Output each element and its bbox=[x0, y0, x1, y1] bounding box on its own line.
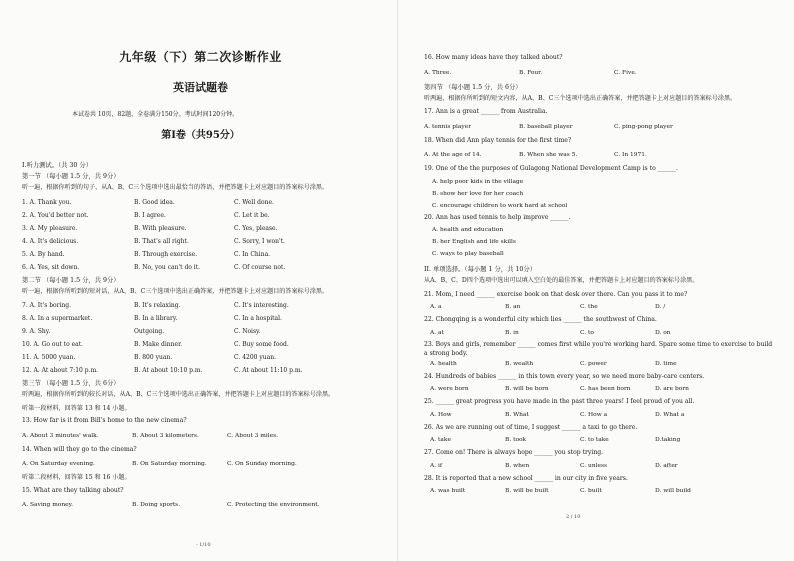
question-row bbox=[22, 222, 379, 235]
section-heading: 第二节 （每小题 1.5 分，共 9分） bbox=[22, 276, 120, 284]
option-b: B. Doing sports. bbox=[132, 502, 181, 508]
option-a: 11. A. 5000 yuan. bbox=[22, 354, 76, 361]
question-stem: 18. When did Ann play tennis for the first time? bbox=[424, 136, 572, 144]
option-c: C. the bbox=[580, 304, 598, 310]
section-heading: 第四节 （每小题 1.5 分，共 6分） bbox=[424, 83, 522, 91]
option-b: B. show her love for her coach bbox=[432, 190, 524, 197]
question-options bbox=[424, 409, 776, 422]
option-a: A. if bbox=[430, 462, 443, 469]
question-stem: 15. What are they talking about? bbox=[22, 486, 124, 494]
option-b: B. When she was 5. bbox=[519, 152, 578, 158]
exam-subtitle: 英语试题卷 bbox=[173, 81, 228, 94]
part-heading: I.听力测试。（共 30 分） bbox=[22, 162, 93, 169]
option-a: 1. A. Thank you. bbox=[22, 198, 72, 206]
page-number: 2 / 10 bbox=[566, 514, 581, 520]
question-stem: 24. Hundreds of babies ______ in this town every year, so we need more baby-care centers. bbox=[424, 372, 705, 380]
option-c: C. Of course not. bbox=[234, 263, 286, 271]
option-a: A. Saving money. bbox=[22, 502, 74, 508]
option-b: B. wealth bbox=[505, 360, 534, 367]
question-options bbox=[22, 428, 379, 444]
question-row bbox=[22, 299, 379, 312]
option-c: C. Buy some food. bbox=[234, 341, 289, 348]
question-stem: 28. It is reported that a new school ______ in our city in five years. bbox=[424, 474, 628, 482]
option-a: 2. A. You'd better not. bbox=[22, 211, 89, 219]
option-c: C. 4200 yuan. bbox=[234, 354, 276, 361]
question-row bbox=[22, 235, 379, 248]
volume-title: 第Ⅰ卷（共95分） bbox=[161, 130, 240, 141]
option-a: 12. A. At about 7:10 p.m. bbox=[22, 367, 99, 374]
option-c: C. encourage children to work hard at school bbox=[432, 202, 568, 209]
option-a: 3. A. My pleasure. bbox=[22, 224, 78, 232]
option-b: B. No, you can't do it. bbox=[134, 263, 201, 271]
option-c: C. to bbox=[580, 329, 594, 336]
option-b: B. when bbox=[505, 462, 530, 469]
option-b: Outgoing. bbox=[134, 328, 165, 335]
option-d: D. What a bbox=[655, 411, 685, 418]
option-c: C. About 3 miles. bbox=[227, 432, 279, 439]
question-stem: 26. As we are running out of time, I suggest ______ a taxi to go there. bbox=[424, 423, 638, 431]
option-c: C. On Sunday morning. bbox=[227, 461, 297, 467]
option-b: B. With pleasure. bbox=[134, 224, 187, 232]
question-row bbox=[22, 351, 379, 364]
section-instructions: 听一遍，根据你所听到的短对话，从A、B、C三个选项中选出正确答案，并把答题卡上对应题目的答案标号涂黑。 bbox=[22, 287, 329, 295]
question-options bbox=[424, 301, 776, 314]
question-stem: 23. Boys and girls, remember ______ comes first while you're working hard. Spare some time to exercise to build a strong body. bbox=[424, 340, 773, 357]
option-a: 4. A. It's delicious. bbox=[22, 237, 79, 245]
option-c: C. Noisy. bbox=[234, 328, 261, 335]
option-a: 7. A. It's boring. bbox=[22, 302, 72, 309]
option-a: A. At the age of 14. bbox=[424, 152, 482, 158]
option-a: A. help poor kids in the village bbox=[432, 178, 524, 185]
option-c: C. to take bbox=[580, 437, 609, 443]
question-row bbox=[22, 312, 379, 325]
option-b: B. About 3 kilometers. bbox=[132, 432, 199, 439]
question-stem: 14. When will they go to the cinema? bbox=[22, 445, 137, 453]
option-a: A. was built bbox=[430, 488, 466, 494]
option-b: B. In a library. bbox=[134, 315, 178, 322]
option-c: C. Let it be. bbox=[234, 211, 270, 219]
material-note: 听第一段材料，回答第 13 和 14 小题。 bbox=[22, 404, 131, 412]
option-b: B. took bbox=[505, 437, 527, 443]
section-instructions: 听一遍，根据你听到的句子，从A、B、C三个选项中选出最恰当的答语，并把答题卡上对应题目的答案标号涂黑。 bbox=[22, 184, 329, 191]
exam-title: 九年级（下）第二次诊断作业 bbox=[119, 50, 282, 64]
option-a: 8. A. In a supermarket. bbox=[22, 315, 93, 322]
option-b: B. 800 yuan. bbox=[134, 354, 173, 361]
material-note: 听第二段材料，回答第 15 和 16 小题。 bbox=[22, 474, 131, 481]
option-b: B. Make dinner. bbox=[134, 341, 183, 348]
question-row bbox=[22, 209, 379, 222]
question-row bbox=[22, 364, 379, 377]
option-b: B. At about 10:10 p.m. bbox=[134, 367, 203, 374]
option-c: C. In China. bbox=[234, 250, 271, 258]
exam-page-right bbox=[397, 0, 794, 561]
option-c: C. In 1971. bbox=[614, 152, 647, 158]
option-b: B. will be built bbox=[505, 488, 549, 494]
question-options bbox=[424, 383, 776, 396]
option-c: C. Well done. bbox=[234, 198, 274, 206]
part-heading: II. 单项选择。（每小题 1 分，共 10分） bbox=[424, 266, 537, 273]
question-options bbox=[424, 460, 776, 473]
section-instructions: 听两遍，根据你所听到的短文内容，从A、B、C三个选项中选出正确答案，并把答题卡上对应题目的答案标号涂黑。 bbox=[424, 94, 737, 102]
option-b: B. On Saturday morning. bbox=[132, 461, 207, 467]
option-a: A. How bbox=[430, 411, 452, 418]
option-b: B. It's relaxing. bbox=[134, 302, 181, 309]
page-number: - 1/10 bbox=[196, 542, 211, 548]
option-b: B. in bbox=[505, 329, 519, 336]
question-stem: 19. One of the the purposes of Gulagong National Development Camp is to ______. bbox=[424, 165, 678, 172]
option-b: B. That's all right. bbox=[134, 237, 189, 245]
option-a: A. a bbox=[430, 304, 442, 310]
option-c: C. Sorry, I won't. bbox=[234, 237, 285, 245]
option-a: A. were born bbox=[430, 386, 469, 392]
option-a: 6. A. Yes, sit down. bbox=[22, 263, 80, 271]
option-b: B. her English and life skills bbox=[432, 239, 516, 245]
exam-info: 本试卷共 10页，82题，全卷满分150分。考试时间120分钟。 bbox=[72, 111, 239, 118]
option-d: D. will build bbox=[655, 488, 691, 494]
question-options bbox=[424, 147, 776, 163]
option-d: D. time bbox=[655, 360, 677, 367]
question-row bbox=[22, 248, 379, 261]
question-options bbox=[424, 327, 776, 340]
option-b: B. will be born bbox=[505, 386, 549, 392]
question-stem: 20. Ann has used tennis to help improve ______. bbox=[424, 213, 571, 221]
question-options bbox=[424, 358, 776, 371]
option-b: B. Four. bbox=[519, 69, 543, 76]
option-c: C. has been born bbox=[580, 386, 631, 392]
question-options bbox=[424, 434, 776, 447]
question-stem: 22. Chongqing is a wonderful city which lies ______ the southwest of China. bbox=[424, 316, 657, 323]
option-d: D. are born bbox=[655, 386, 689, 392]
option-d: D. on bbox=[655, 329, 671, 336]
option-a: A. health and education bbox=[432, 227, 504, 233]
section-heading: 第三节 （每小题 1.5 分，共 6分） bbox=[22, 380, 120, 387]
option-a: A. take bbox=[430, 437, 451, 443]
section-instructions: 听两遍，根据你所听到的较长对话，从A、B、C三个选项中选出正确答案，并把答题卡上对应题目的答案标号涂黑。 bbox=[22, 391, 335, 398]
section-instructions: 从A、B、C、D四个选项中选出可以填入空白处的最佳答案，并把答题卡上对应题目的答案标号涂黑。 bbox=[424, 277, 699, 284]
question-stem: 25. ______ great progress you have made in the past three years! I feel proud of you all. bbox=[424, 398, 695, 405]
question-stem: 16. How many ideas have they talked about? bbox=[424, 54, 563, 61]
option-c: C. unless bbox=[580, 462, 608, 469]
option-a: A. On Saturday evening. bbox=[22, 461, 95, 467]
option-d: D. after bbox=[655, 462, 678, 469]
option-b: B. Through exercise. bbox=[134, 250, 198, 258]
option-a: A. health bbox=[430, 360, 457, 367]
option-b: B. What bbox=[505, 411, 529, 418]
option-a: 10. A. Go out to eat. bbox=[22, 341, 84, 348]
question-stem: 13. How far is it from Bill's home to the new cinema? bbox=[22, 417, 187, 424]
option-c: C. In a hospital. bbox=[234, 315, 282, 322]
option-c: C. Protecting the environment. bbox=[227, 502, 320, 508]
question-row bbox=[22, 261, 379, 274]
option-a: 9. A. Shy. bbox=[22, 328, 51, 335]
option-a: A. tennis player bbox=[424, 123, 472, 130]
option-b: B. baseball player bbox=[519, 123, 573, 130]
option-c: C. Yes, please. bbox=[234, 224, 278, 232]
option-c: C. ping-pong player bbox=[614, 123, 673, 130]
option-a: A. About 3 minutes' walk. bbox=[22, 432, 99, 439]
question-options bbox=[424, 65, 776, 81]
option-a: 5. A. By hand. bbox=[22, 250, 65, 258]
question-row bbox=[22, 196, 379, 209]
question-options bbox=[424, 485, 776, 498]
question-row bbox=[22, 338, 379, 351]
question-stem: 27. Come on! There is always hope ______ you stop trying. bbox=[424, 449, 604, 456]
option-c: C. How a bbox=[580, 411, 608, 418]
question-options bbox=[424, 119, 776, 135]
option-b: B. an bbox=[505, 304, 521, 310]
option-a: A. Three. bbox=[424, 69, 452, 76]
question-options bbox=[22, 456, 379, 472]
option-c: C. built bbox=[580, 488, 602, 494]
option-c: C. It's interesting. bbox=[234, 302, 289, 309]
option-c: C. Five. bbox=[614, 69, 637, 76]
option-b: B. I agree. bbox=[134, 211, 166, 219]
section-heading: 第一节 （每小题 1.5 分，共 9分） bbox=[22, 173, 120, 180]
option-c: C. power bbox=[580, 360, 607, 367]
question-row bbox=[22, 325, 379, 338]
option-d: D.taking bbox=[655, 437, 681, 443]
option-b: B. Good idea. bbox=[134, 198, 175, 206]
option-d: D. / bbox=[655, 304, 666, 310]
question-options bbox=[22, 497, 379, 513]
question-stem: 21. Mom, I need ______ exercise book on that desk over there. Can you pass it to me? bbox=[424, 290, 688, 298]
option-a: A. at bbox=[430, 329, 444, 336]
option-c: C. At about 11:10 p.m. bbox=[234, 367, 303, 374]
option-c: C. ways to play baseball bbox=[432, 251, 504, 257]
question-stem: 17. Ann is a great ______ from Australia. bbox=[424, 108, 548, 115]
